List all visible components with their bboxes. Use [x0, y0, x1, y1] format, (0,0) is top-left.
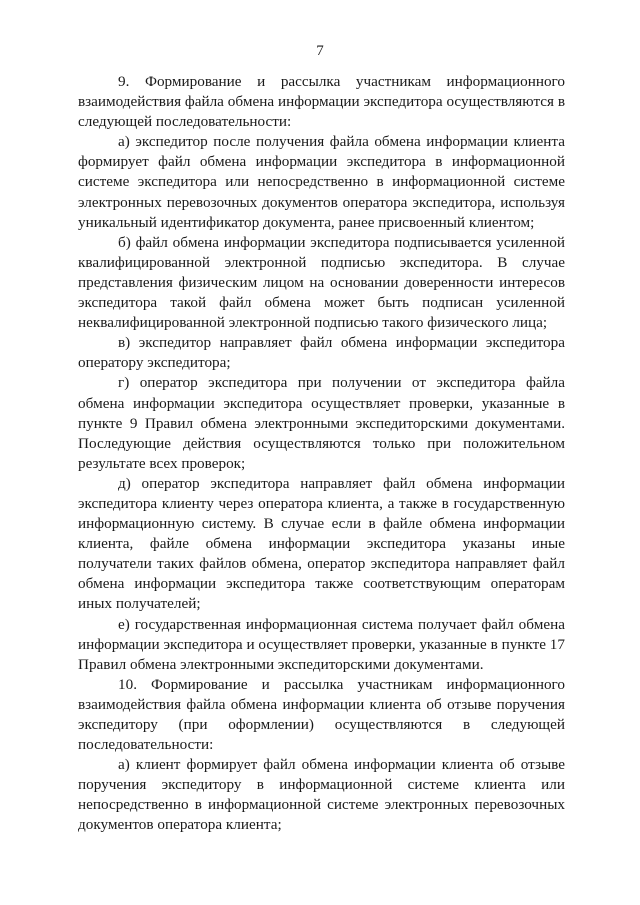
paragraph-9: 9. Формирование и рассылка участникам информационного взаимодействия файла обмена информации экспедитора осуществляются в следующей последовательности:: [78, 73, 565, 131]
paragraph-9a: а) экспедитор после получения файла обмена информации клиента формирует файл обмена информации экспедитора в информационной системе экспедитора или непосредственно в информационной системе электронных перевозочных документов оператора экспедитора, используя уникальный идентификатор документа, ранее присвоенный клиентом;: [78, 133, 565, 231]
paragraph-9d: д) оператор экспедитора направляет файл обмена информации экспедитора клиенту через оператора клиента, а также в государственную информационную систему. В случае если в файле обмена информации клиента, файле обмена информации экспедитора указаны иные получатели таких файлов обмена, оператор экспедитора направляет файл обмена информации экспедитора также соответствующим операторам иных получателей;: [78, 474, 565, 613]
page-number: 7: [316, 43, 324, 59]
paragraph-10a: а) клиент формирует файл обмена информации клиента об отзыве поручения экспедитору в информационной системе клиента или непосредственно в информационной системе электронных перевозочных документов оператора клиента;: [78, 756, 565, 834]
paragraph-9v: в) экспедитор направляет файл обмена информации экспедитора оператору экспедитора;: [78, 334, 565, 372]
paragraph-10: 10. Формирование и рассылка участникам информационного взаимодействия файла обмена информации клиента об отзыве поручения экспедитору (при оформлении) осуществляются в следующей последовательности:: [78, 675, 565, 754]
paragraph-9g: г) оператор экспедитора при получении от экспедитора файла обмена информации экспедитора осуществляет проверки, указанные в пункте 9 Правил обмена электронными экспедиторскими документами. Последующие действия осуществляются только при положительном результате всех проверок;: [78, 374, 565, 472]
document-body: [78, 72, 565, 836]
paragraph-9b: б) файл обмена информации экспедитора подписывается усиленной квалифицированной электронной подписью экспедитора. В случае представления физическим лицом на основании доверенности интересов экспедитора такой файл обмена может быть подписан усиленной неквалифицированной электронной подписью такого физического лица;: [78, 233, 565, 332]
paragraph-9e: е) государственная информационная система получает файл обмена информации экспедитора и осуществляет проверки, указанные в пункте 17 Правил обмена электронными экспедиторскими документами.: [78, 615, 565, 673]
